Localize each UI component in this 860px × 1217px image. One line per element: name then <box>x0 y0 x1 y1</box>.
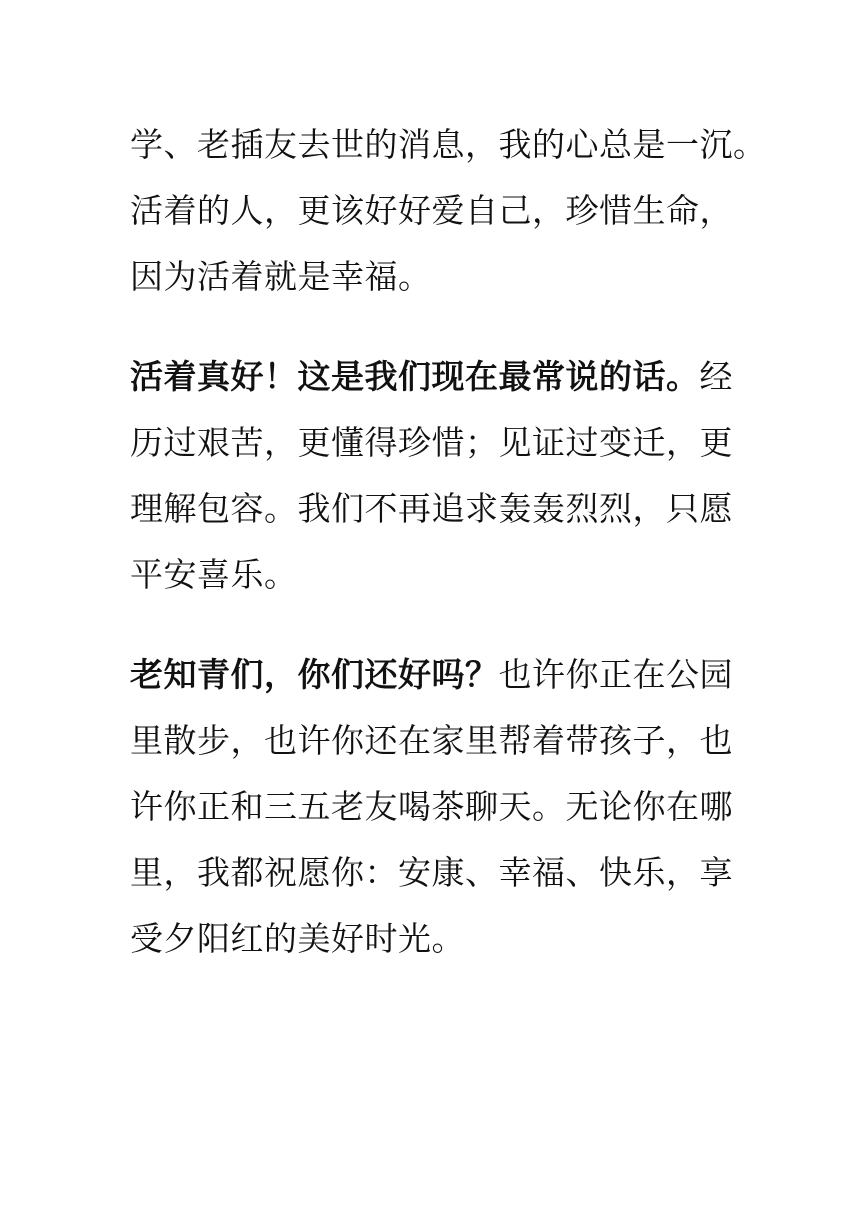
line-text: 受夕阳红的美好时光。 <box>130 919 465 958</box>
text-line <box>130 476 740 542</box>
text-line <box>130 344 740 410</box>
line-text: 里，我都祝愿你：安康、幸福、快乐，享 <box>130 853 733 892</box>
line-text: 因为活着就是幸福。 <box>130 257 432 296</box>
line-text: 经 <box>699 357 733 396</box>
text-line <box>130 542 740 608</box>
bold-lead-text: 活着真好！这是我们现在最常说的话。 <box>130 357 700 396</box>
line-text: 平安喜乐。 <box>130 555 298 594</box>
text-line <box>130 642 740 708</box>
text-line <box>130 774 740 840</box>
line-text: 活着的人，更该好好爱自己，珍惜生命， <box>130 191 733 230</box>
paragraph-1 <box>130 112 767 310</box>
article-body <box>130 112 767 1006</box>
line-text: 许你正和三五老友喝茶聊天。无论你在哪 <box>130 787 733 826</box>
text-line <box>130 410 740 476</box>
text-line <box>130 178 740 244</box>
paragraph-3 <box>130 642 740 972</box>
bold-lead-text: 老知青们，你们还好吗？ <box>130 655 499 694</box>
text-line <box>130 112 767 178</box>
text-line <box>130 840 740 906</box>
line-text: 也许你正在公园 <box>498 655 733 694</box>
paragraph-2 <box>130 344 740 608</box>
line-text: 历过艰苦，更懂得珍惜；见证过变迁，更 <box>130 423 733 462</box>
line-text: 里散步，也许你还在家里帮着带孩子，也 <box>130 721 733 760</box>
text-line <box>130 906 740 972</box>
line-text: 学、老插友去世的消息，我的心总是一沉。 <box>130 125 767 164</box>
line-text: 理解包容。我们不再追求轰轰烈烈，只愿 <box>130 489 733 528</box>
text-line <box>130 708 740 774</box>
text-line <box>130 244 740 310</box>
